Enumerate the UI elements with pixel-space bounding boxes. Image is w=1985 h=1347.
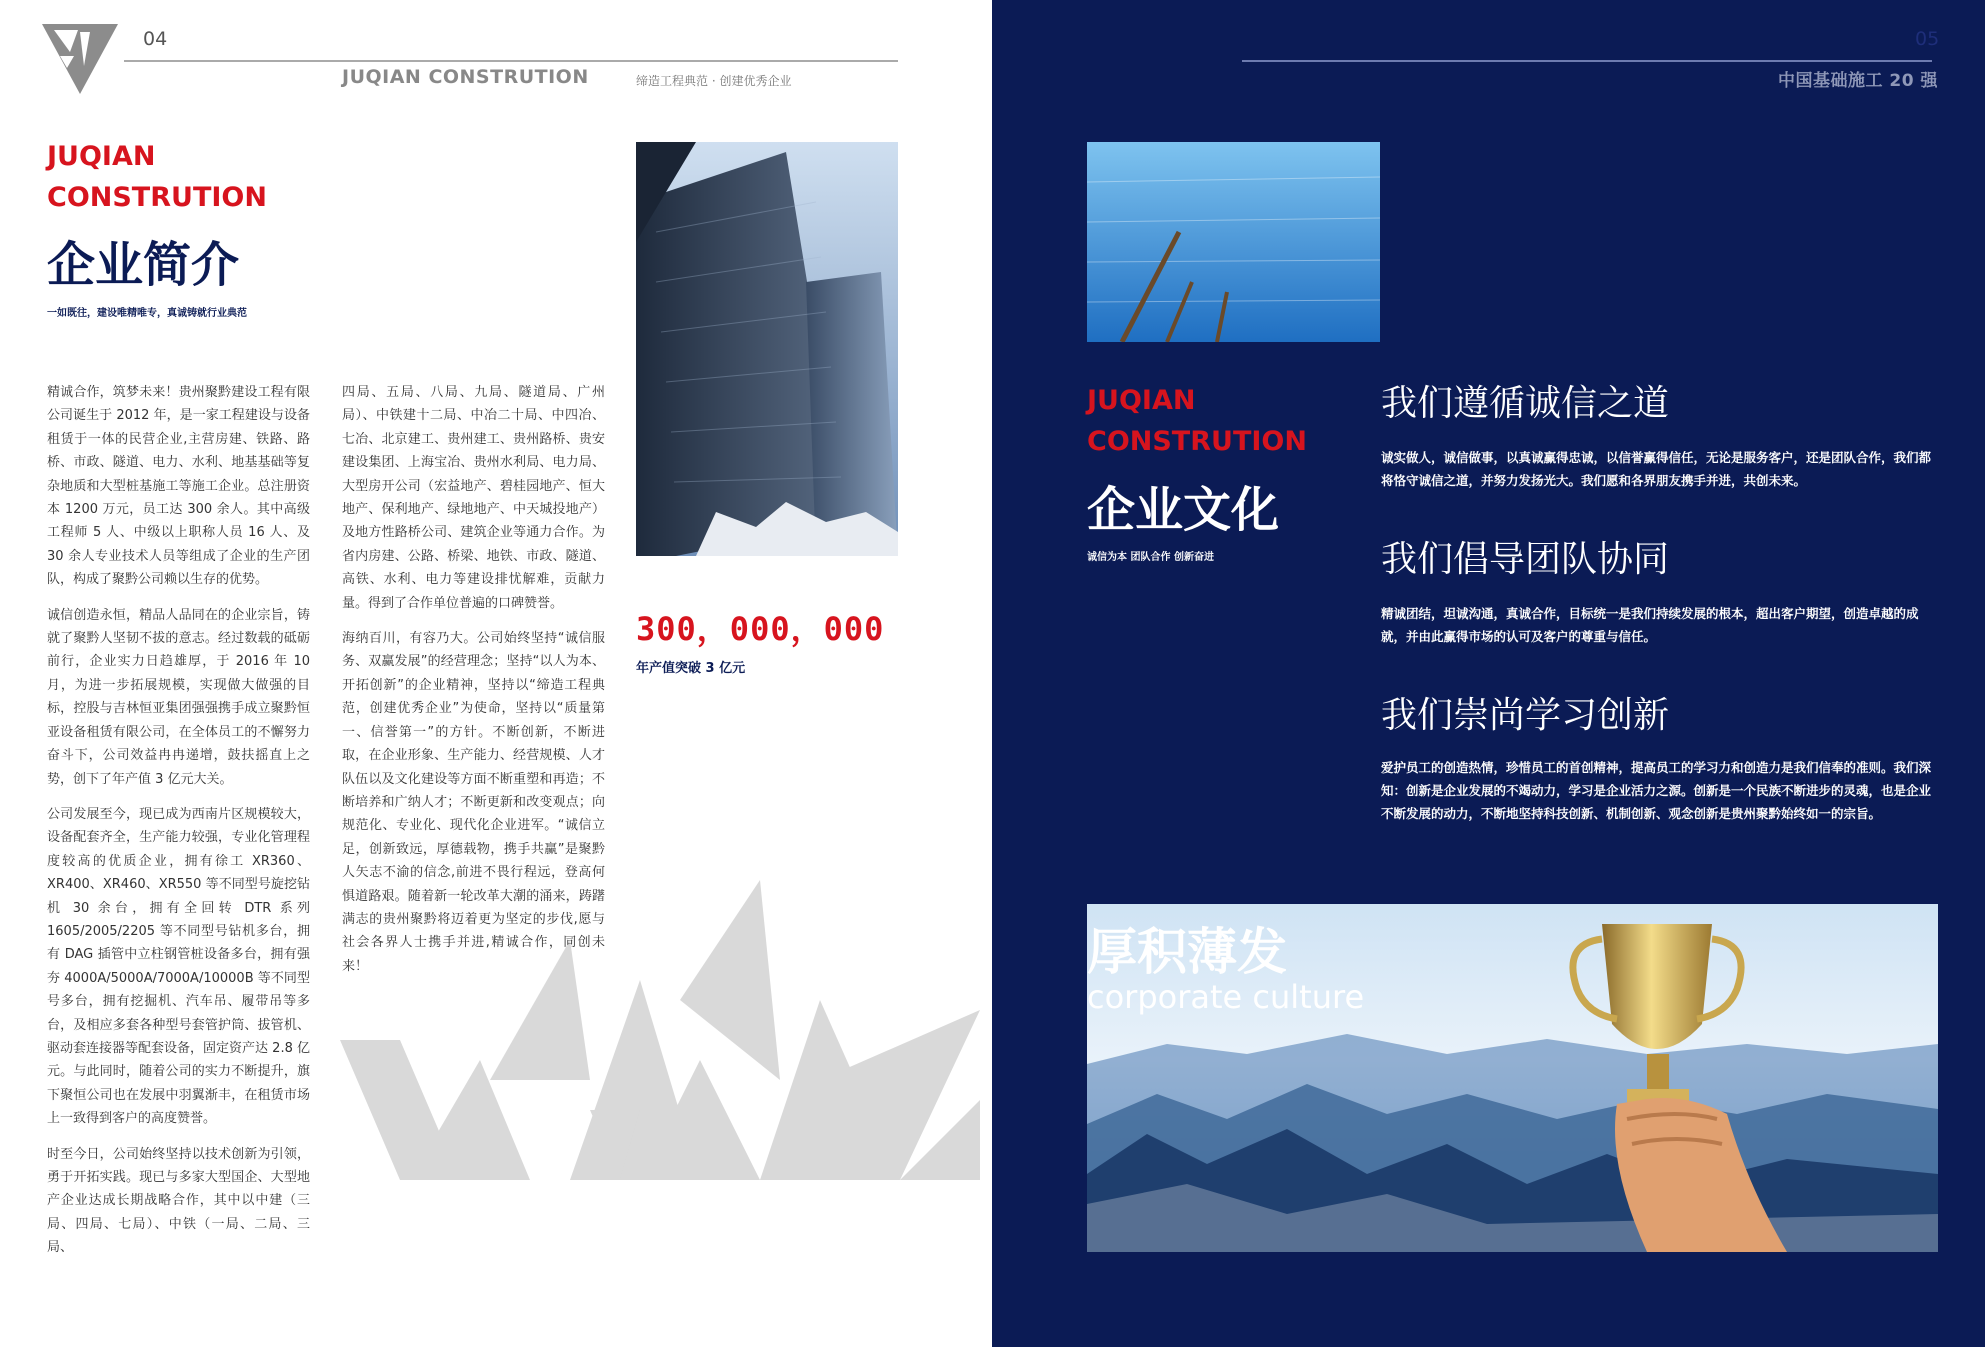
page-number: 05: [1915, 28, 1940, 50]
banner-subtitle: corporate culture: [1087, 978, 1365, 1016]
culture-heading: 我们倡导团队协同: [1381, 539, 1670, 580]
header-rule: [1242, 60, 1932, 62]
skyscraper-photo: [636, 142, 898, 556]
paragraph: 海纳百川，有容乃大。公司始终坚持“诚信服务、双赢发展”的经营理念；坚持“以人为本、开拓创新”的企业精神，坚持以“缔造工程典范，创建优秀企业”为使命，坚持以“质量第一、信誉第一”的方针。不断创新，不断进取，在企业形象、生产能力、经营规模、人才队伍以及文化建设等方面不断重塑和再造；不断培养和广纳人才；不断更新和改变观点；向规范化、专业化、现代化企业进军。“诚信立足，创新致远，厚德载物，携手共赢”是聚黔人矢志不渝的信念,前进不畏行程远，登高何惧道路艰。随着新一轮改革大潮的涌来，踌躇满志的贵州聚黔将迈着更为坚定的步伐,愿与社会各界人士携手并进,精诚合作，同创未来！: [342, 631, 605, 974]
intro-column-2: [342, 381, 605, 990]
page-number: 04: [143, 28, 168, 50]
paragraph: 时至今日，公司始终坚持以技术创新为引领，勇于开拓实践。现已与多家大型国企、大型地产企业达成长期战略合作，其中以中建（三局、四局、七局）、中铁（一局、二局、三局、: [47, 1146, 310, 1256]
annual-output-caption: 年产值突破 3 亿元: [636, 661, 746, 676]
left-page: [0, 0, 992, 1347]
right-page: [992, 0, 1985, 1347]
header-text: 中国基础施工 20 强: [1778, 71, 1938, 91]
section-title-en: JUQIAN CONSTRUTION: [1087, 385, 1307, 457]
culture-heading: 我们遵循诚信之道: [1381, 383, 1670, 424]
culture-text: 精诚团结，坦诚沟通，真诚合作，目标统一是我们持续发展的根本，超出客户期望，创造卓越的成就，并由此赢得市场的认可及客户的尊重与信任。: [1381, 606, 1919, 644]
section-tagline: 诚信为本 团队合作 创新奋进: [1087, 552, 1214, 563]
header-rule: [124, 60, 898, 62]
section-title-cn: 企业简介: [47, 237, 240, 293]
section-title-cn: 企业文化: [1087, 482, 1280, 538]
culture-heading: 我们崇尚学习创新: [1381, 695, 1670, 736]
banner-title: 厚积薄发: [1087, 923, 1287, 981]
culture-text: 诚实做人，诚信做事，以真诚赢得忠诚，以信誉赢得信任，无论是服务客户，还是团队合作，我们都将恪守诚信之道，并努力发扬光大。我们愿和各界朋友携手并进，共创未来。: [1381, 450, 1932, 488]
culture-text: 爱护员工的创造热情，珍惜员工的首创精神，提高员工的学习力和创造力是我们信奉的准则。我们深知：创新是企业发展的不竭动力，学习是企业活力之源。创新是一个民族不断进步的灵魂，也是企业不断发展的动力，不断地坚持科技创新、机制创新、观念创新是贵州聚黔始终如一的宗旨。: [1381, 760, 1932, 821]
section-tagline: 一如既往，建设唯精唯专，真诚铸就行业典范: [47, 308, 247, 319]
intro-column-1: [47, 381, 310, 1272]
juqian-logo-icon: [40, 22, 120, 96]
paragraph: 诚信创造永恒，精品人品同在的企业宗旨，铸就了聚黔人坚韧不拔的意志。经过数载的砥砺前行，企业实力日趋雄厚，于 2016 年 10 月，为进一步拓展规模，实现做大做强的目标，控股与吉林恒亚集团强强携手成立聚黔恒亚设备租赁有限公司，在全体员工的不懈努力奋斗下，公司效益冉冉递增，鼓扶摇直上之势，创下了年产值 3 亿元大关。: [47, 607, 310, 787]
brand-name: JUQIAN CONSTRUTION: [342, 66, 589, 88]
paragraph: 公司发展至今，现已成为西南片区规模较大，设备配套齐全，生产能力较强，专业化管理程度较高的优质企业，拥有徐工 XR360、XR400、XR460、XR550 等不同型号旋挖钻机 30 余台，拥有全回转 DTR 系列 1605/2005/2205 等不同型号钻机多台，拥有 DAG 插管中立柱钢管桩设备多台，拥有强夯 4000A/5000A/7000A/10000B 等不同型号多台，拥有挖掘机、汽车吊、履带吊等多台，及相应多套各种型号套管护筒、拔管机、驱动套连接器等配套设备，固定资产达 2.8 亿元。与此同时，随着公司的实力不断提升，旗下聚恒公司也在发展中羽翼渐丰，在租赁市场上一致得到客户的高度赞誉。: [47, 806, 310, 1127]
annual-output-number: 300，000，000: [636, 610, 885, 648]
slogan: 缔造工程典范 · 创建优秀企业: [636, 74, 792, 88]
rowing-photo: [1087, 142, 1380, 342]
section-title-en: JUQIAN CONSTRUTION: [47, 141, 267, 213]
paragraph: 四局、五局、八局、九局、隧道局、广州局）、中铁建十二局、中冶二十局、中四冶、七冶、北京建工、贵州建工、贵州路桥、贵安建设集团、上海宝冶、贵州水利局、电力局、大型房开公司（宏益地产、碧桂园地产、恒大地产、保利地产、绿地地产、中天城投地产）及地方性路桥公司、建筑企业等通力合作。为省内房建、公路、桥梁、地铁、市政、隧道、高铁、水利、电力等建设排忧解难，贡献力量。得到了合作单位普遍的口碑赞誉。: [342, 385, 605, 611]
paragraph: 精诚合作，筑梦未来！贵州聚黔建设工程有限公司诞生于 2012 年，是一家工程建设与设备租赁于一体的民营企业,主营房建、铁路、路桥、市政、隧道、电力、水利、地基基础等复杂地质和大型桩基施工等施工企业。总注册资本 1200 万元，员工达 300 余人。其中高级工程师 5 人、中级以上职称人员 16 人、及 30 余人专业技术人员等组成了企业的生产团队，构成了聚黔公司赖以生存的优势。: [47, 385, 310, 588]
